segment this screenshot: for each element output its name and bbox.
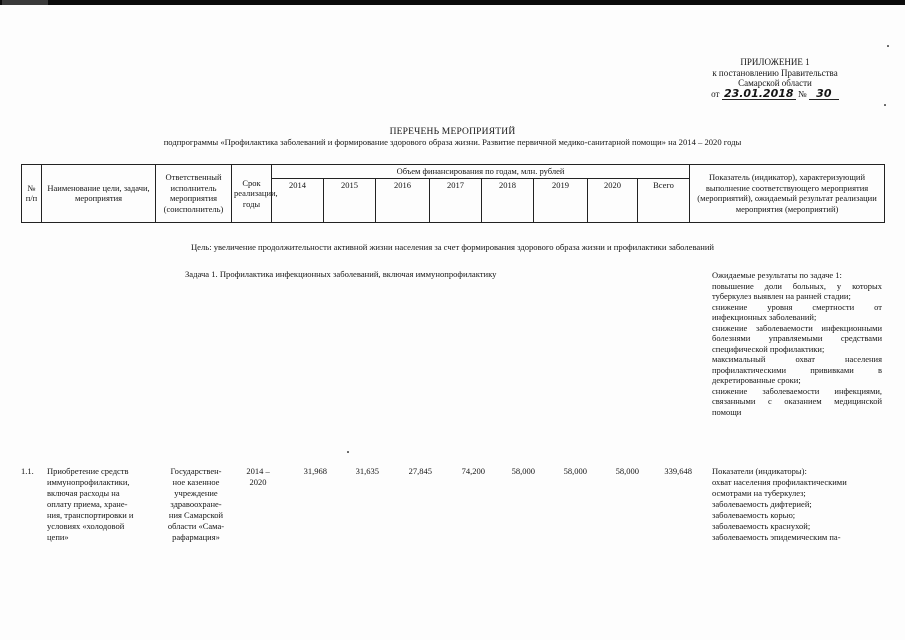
row-responsible-line: учреждение bbox=[174, 488, 218, 498]
row-term-line: 2014 – bbox=[246, 466, 270, 476]
header-table bbox=[21, 164, 885, 223]
value-2016: 27,845 bbox=[408, 466, 432, 476]
row-number: 1.1. bbox=[21, 466, 34, 476]
row-name-line: оплату приема, хране- bbox=[47, 499, 128, 509]
value-2020: 58,000 bbox=[615, 466, 639, 476]
row-indicators bbox=[712, 466, 887, 543]
header-year: 2014 bbox=[272, 178, 324, 222]
header-total: Всего bbox=[638, 178, 690, 222]
scan-speck bbox=[884, 104, 886, 106]
expected-item: максимальный охват населения профилактическими прививками в декретированные сроки; bbox=[712, 354, 882, 385]
appendix-date: 23.01.2018 bbox=[722, 89, 796, 101]
row-responsible-line: здравоохране- bbox=[170, 499, 222, 509]
row-term-line: 2020 bbox=[249, 477, 267, 487]
scan-speck bbox=[347, 451, 349, 453]
task-1-title: Задача 1. Профилактика инфекционных заболеваний, включая иммунопрофилактику bbox=[185, 269, 497, 279]
row-indicator-line: заболеваемость эпидемическим па- bbox=[712, 532, 841, 542]
row-name-line: включая расходы на bbox=[47, 488, 120, 498]
row-responsible-line: ния Самарской bbox=[168, 510, 224, 520]
appendix-number: 30 bbox=[809, 89, 839, 101]
row-name-line: иммунопрофилактики, bbox=[47, 477, 130, 487]
row-name-line: ния, транспортировки и bbox=[47, 510, 134, 520]
appendix-title: ПРИЛОЖЕНИЕ 1 bbox=[740, 57, 810, 67]
row-indicator-line: осмотрами на туберкулез; bbox=[712, 488, 806, 498]
header-year: 2020 bbox=[588, 178, 638, 222]
value-total: 339,648 bbox=[664, 466, 692, 476]
scan-top-border bbox=[0, 0, 905, 5]
row-name bbox=[47, 466, 159, 543]
row-indicator-line: заболеваемость краснухой; bbox=[712, 521, 811, 531]
header-year: 2019 bbox=[534, 178, 588, 222]
header-num: № п/п bbox=[22, 165, 42, 223]
row-indicator-line: Показатели (индикаторы): bbox=[712, 466, 807, 476]
row-term bbox=[238, 466, 278, 488]
row-responsible-line: ное казенное bbox=[172, 477, 220, 487]
scan-corner-mark bbox=[2, 0, 48, 5]
appendix-date-line bbox=[690, 86, 860, 101]
appendix-header bbox=[690, 57, 860, 100]
row-name-line: цепи» bbox=[47, 532, 69, 542]
value-2019: 58,000 bbox=[563, 466, 587, 476]
row-indicator-line: заболеваемость корью; bbox=[712, 510, 796, 520]
row-responsible-line: области «Сама- bbox=[167, 521, 225, 531]
header-year: 2017 bbox=[430, 178, 482, 222]
value-2017: 74,200 bbox=[461, 466, 485, 476]
appendix-from: от bbox=[711, 88, 720, 99]
goal-line: Цель: увеличение продолжительности активной жизни населения за счет формирования здорового образа жизни и профилактики заболеваний bbox=[190, 242, 715, 252]
header-year: 2018 bbox=[482, 178, 534, 222]
header-responsible: Ответственный исполнитель мероприятия (соисполнитель) bbox=[156, 165, 232, 223]
expected-item: снижение уровня смертности от инфекционных заболеваний; bbox=[712, 301, 882, 322]
row-responsible-line: Государствен- bbox=[170, 466, 222, 476]
appendix-line1: к постановлению Правительства bbox=[712, 67, 838, 78]
row-responsible bbox=[158, 466, 234, 543]
subprogram-subtitle: подпрограммы «Профилактика заболеваний и формирование здорового образа жизни. Развитие первичной медико-санитарной помощи» на 2014 – 2020 годы bbox=[163, 137, 742, 147]
row-name-line: Приобретение средств bbox=[47, 466, 129, 476]
value-2014: 31,968 bbox=[303, 466, 327, 476]
value-2018: 58,000 bbox=[511, 466, 535, 476]
header-term: Срок реализации, годы bbox=[232, 165, 272, 223]
header-name: Наименование цели, задачи, мероприятия bbox=[42, 165, 156, 223]
header-funding: Объем финансирования по годам, млн. рублей bbox=[272, 165, 690, 179]
header-year: 2016 bbox=[376, 178, 430, 222]
list-title: ПЕРЕЧЕНЬ МЕРОПРИЯТИЙ bbox=[389, 127, 516, 137]
row-indicator-line: охват населения профилактическими bbox=[712, 477, 847, 487]
scan-speck bbox=[887, 45, 889, 47]
appendix-line2: Самарской области bbox=[738, 78, 812, 88]
value-2015: 31,635 bbox=[355, 466, 379, 476]
expected-title: Ожидаемые результаты по задаче 1: bbox=[712, 270, 842, 280]
expected-item: снижение заболеваемости инфекциями, связанными с оказанием медицинской помощи bbox=[712, 385, 882, 417]
row-name-line: условиях «холодовой bbox=[47, 521, 125, 531]
expected-results bbox=[712, 270, 882, 417]
header-indicator: Показатель (индикатор), характеризующий выполнение соответствующего мероприятия (мероприятий), ожидаемый результат реализации мероприятия (мероприятий) bbox=[690, 165, 885, 223]
header-year: 2015 bbox=[324, 178, 376, 222]
row-indicator-line: заболеваемость дифтерией; bbox=[712, 499, 812, 509]
expected-item: повышение доли больных, у которых туберкулез выявлен на ранней стадии; bbox=[712, 280, 882, 301]
row-responsible-line: рафармация» bbox=[172, 532, 220, 542]
expected-item: снижение заболеваемости инфекционными болезнями управляемыми средствами специфической профилактики; bbox=[712, 322, 882, 354]
appendix-no: № bbox=[797, 88, 807, 99]
